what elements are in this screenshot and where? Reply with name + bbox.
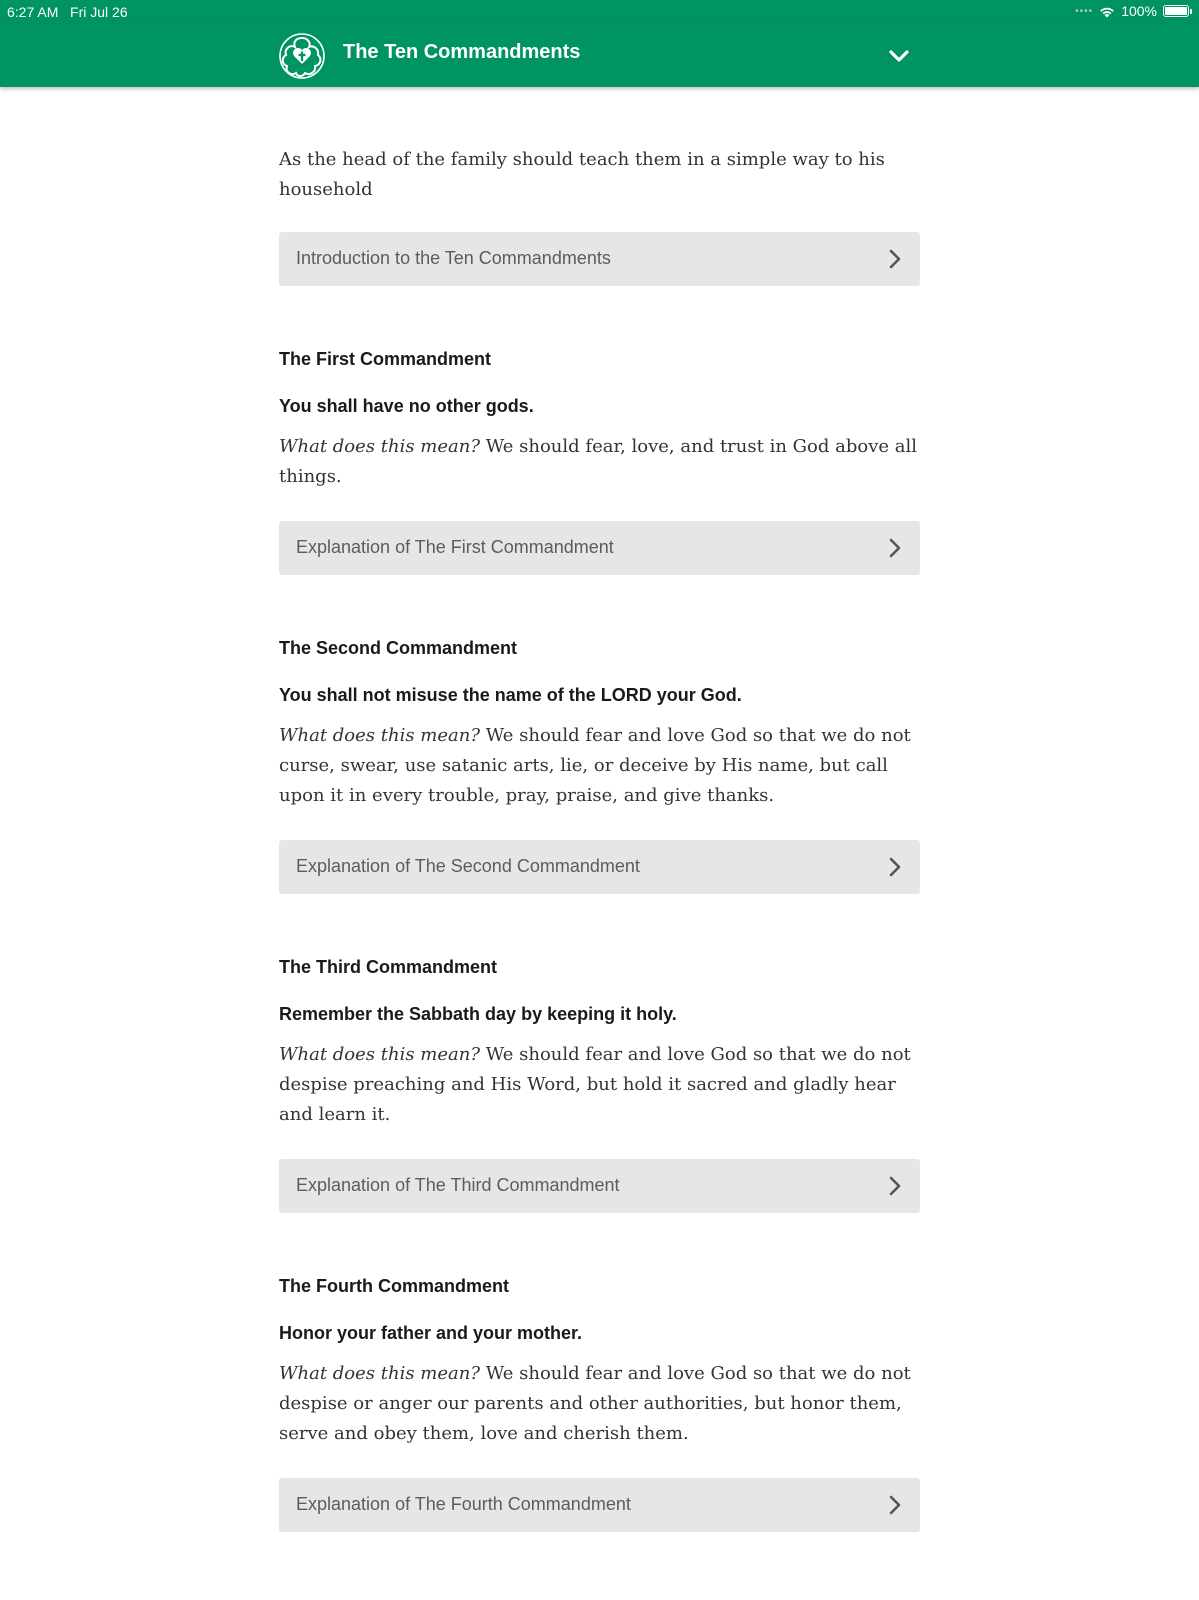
commandment-meaning bbox=[279, 721, 920, 811]
commandment-section-second bbox=[279, 638, 920, 894]
meaning-answer: We should fear and love God so that we do not curse, swear, use satanic arts, lie, or deceive by His name, but call upon it in every trouble, pray, praise, and give thanks. bbox=[279, 725, 911, 806]
meaning-question: What does this mean? bbox=[279, 436, 480, 457]
chevron-right-icon bbox=[888, 247, 902, 271]
commandment-meaning bbox=[279, 1359, 920, 1449]
explanation-button-label: Explanation of The Third Commandment bbox=[296, 1175, 620, 1195]
battery-percent: 100% bbox=[1121, 3, 1157, 19]
commandment-meaning bbox=[279, 1040, 920, 1130]
commandment-section-first bbox=[279, 349, 920, 575]
page-title: The Ten Commandments bbox=[343, 41, 581, 63]
status-time: 6:27 AM bbox=[7, 4, 59, 20]
meaning-answer: We should fear and love God so that we do not despise or anger our parents and other authorities, but honor them, serve and obey them, love and cherish them. bbox=[279, 1363, 911, 1444]
commandment-section-fourth bbox=[279, 1276, 920, 1532]
battery-fill bbox=[1165, 7, 1187, 15]
meaning-question: What does this mean? bbox=[279, 725, 480, 746]
commandment-title: The Third Commandment bbox=[279, 957, 498, 977]
commandment-title: The Second Commandment bbox=[279, 638, 518, 658]
explanation-second-button[interactable] bbox=[279, 840, 920, 894]
status-bar bbox=[0, 0, 1199, 24]
battery-icon bbox=[1163, 5, 1189, 17]
chevron-right-icon bbox=[888, 1493, 902, 1517]
luther-rose-icon bbox=[278, 32, 326, 80]
commandment-title: The First Commandment bbox=[279, 349, 492, 369]
meaning-answer: We should fear and love God so that we do not despise preaching and His Word, but hold it sacred and gladly hear and learn it. bbox=[279, 1044, 911, 1125]
explanation-first-button[interactable] bbox=[279, 521, 920, 575]
chevron-right-icon bbox=[888, 536, 902, 560]
signal-dots-icon: •••• bbox=[1075, 5, 1094, 17]
commandment-title: The Fourth Commandment bbox=[279, 1276, 509, 1296]
commandment-text: You shall not misuse the name of the LORD your God. bbox=[279, 685, 742, 705]
explanation-button-label: Explanation of The First Commandment bbox=[296, 537, 614, 557]
commandment-section-third bbox=[279, 957, 920, 1213]
commandment-text: You shall have no other gods. bbox=[279, 396, 534, 416]
chevron-right-icon bbox=[888, 1174, 902, 1198]
wifi-icon bbox=[1099, 5, 1115, 18]
meaning-question: What does this mean? bbox=[279, 1363, 480, 1384]
chevron-right-icon bbox=[888, 855, 902, 879]
explanation-fourth-button[interactable] bbox=[279, 1478, 920, 1532]
app-header bbox=[0, 24, 1199, 87]
commandment-meaning bbox=[279, 432, 920, 492]
explanation-third-button[interactable] bbox=[279, 1159, 920, 1213]
status-date: Fri Jul 26 bbox=[70, 4, 128, 20]
content bbox=[279, 145, 920, 1532]
commandment-text: Remember the Sabbath day by keeping it holy. bbox=[279, 1004, 677, 1024]
meaning-question: What does this mean? bbox=[279, 1044, 480, 1065]
introduction-button[interactable] bbox=[279, 232, 920, 286]
status-right bbox=[1075, 3, 1189, 19]
intro-text: As the head of the family should teach them in a simple way to his household bbox=[279, 149, 885, 200]
explanation-button-label: Explanation of The Fourth Commandment bbox=[296, 1494, 631, 1514]
explanation-button-label: Explanation of The Second Commandment bbox=[296, 856, 640, 876]
meaning-answer: We should fear, love, and trust in God above all things. bbox=[279, 436, 917, 487]
chevron-down-icon[interactable] bbox=[886, 44, 912, 68]
introduction-button-label: Introduction to the Ten Commandments bbox=[296, 248, 611, 268]
status-time-date bbox=[7, 4, 128, 20]
commandment-text: Honor your father and your mother. bbox=[279, 1323, 583, 1343]
